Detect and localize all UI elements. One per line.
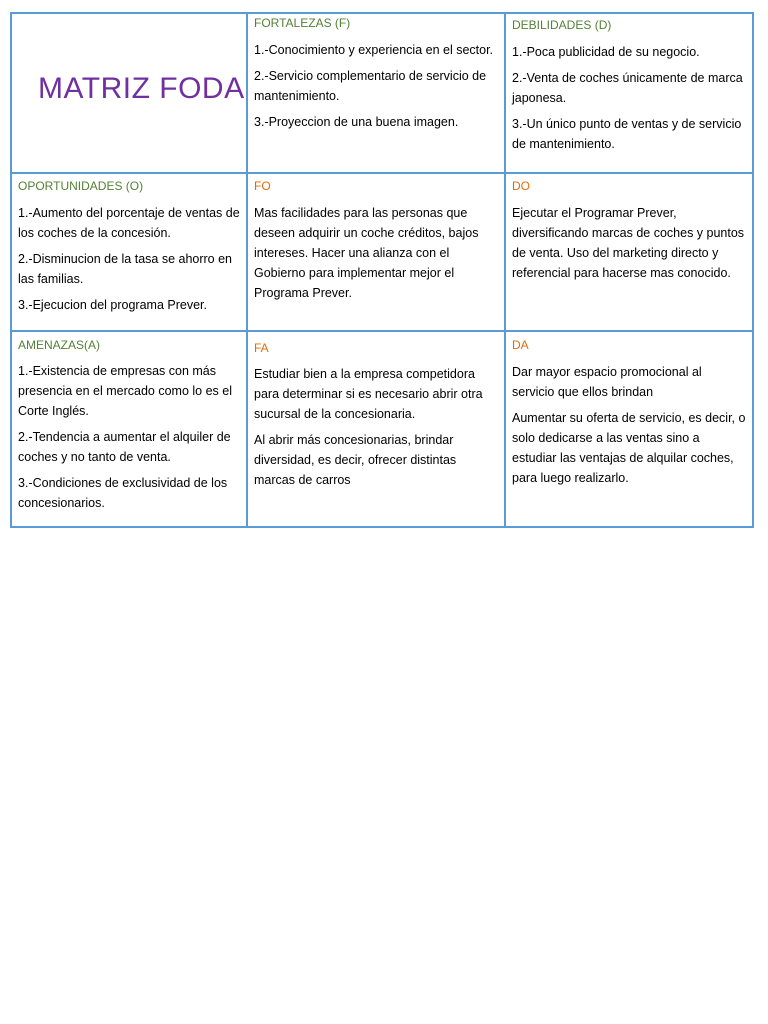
fo-header: FO [254, 179, 271, 193]
oportunidades-item: 3.-Ejecucion del programa Prever. [18, 298, 207, 312]
oportunidades-header: OPORTUNIDADES (O) [18, 179, 144, 193]
amenazas-item: 1.-Existencia de empresas con más presencia en el mercado como lo es el Corte Inglés. [18, 364, 233, 418]
fortalezas-cell [246, 12, 506, 174]
oportunidades-item: 2.-Disminucion de la tasa se ahorro en las familias. [18, 252, 233, 286]
fortalezas-item: 2.-Servicio complementario de servicio de mantenimiento. [254, 69, 487, 103]
fa-cell [246, 330, 506, 528]
foda-matrix [10, 12, 754, 528]
debilidades-item: 3.-Un único punto de ventas y de servicio de mantenimiento. [512, 117, 742, 151]
do-item: Ejecutar el Programar Prever, diversificando marcas de coches y puntos de venta. Uso del marketing directo y referencial para hacerse mas conocido. [512, 206, 745, 280]
amenazas-header: AMENAZAS(A) [18, 338, 101, 352]
amenazas-cell [10, 330, 248, 528]
fortalezas-item: 1.-Conocimiento y experiencia en el sector. [254, 43, 494, 57]
fortalezas-header: FORTALEZAS (F) [254, 16, 351, 30]
debilidades-item: 1.-Poca publicidad de su negocio. [512, 45, 700, 59]
fo-item: Mas facilidades para las personas que deseen adquirir un coche créditos, bajos intereses. Hacer una alianza con el Gobierno para implementar mejor el Programa Prever. [254, 206, 479, 300]
fo-cell [246, 172, 506, 332]
debilidades-header: DEBILIDADES (D) [512, 18, 612, 32]
da-header: DA [512, 338, 529, 352]
oportunidades-item: 1.-Aumento del porcentaje de ventas de los coches de la concesión. [18, 206, 240, 240]
fa-item: Estudiar bien a la empresa competidora para determinar si es necesario abrir otra sucursal de la concesionaria. [254, 367, 483, 421]
page-title: MATRIZ FODA [38, 72, 245, 105]
fa-header: FA [254, 341, 269, 355]
fa-item: Al abrir más concesionarias, brindar diversidad, es decir, ofrecer distintas marcas de carros [254, 433, 457, 487]
amenazas-item: 2.-Tendencia a aumentar el alquiler de coches y no tanto de venta. [18, 430, 231, 464]
fortalezas-item: 3.-Proyeccion de una buena imagen. [254, 115, 459, 129]
oportunidades-cell [10, 172, 248, 332]
debilidades-cell [504, 12, 754, 174]
title-cell [10, 12, 248, 174]
do-cell [504, 172, 754, 332]
amenazas-item: 3.-Condiciones de exclusividad de los concesionarios. [18, 476, 228, 510]
da-item: Dar mayor espacio promocional al servicio que ellos brindan [512, 365, 702, 399]
da-item: Aumentar su oferta de servicio, es decir, o solo dedicarse a las ventas sino a estudiar las ventajas de alquilar coches, para luego realizarlo. [512, 411, 746, 485]
do-header: DO [512, 179, 530, 193]
debilidades-item: 2.-Venta de coches únicamente de marca japonesa. [512, 71, 743, 105]
da-cell [504, 330, 754, 528]
